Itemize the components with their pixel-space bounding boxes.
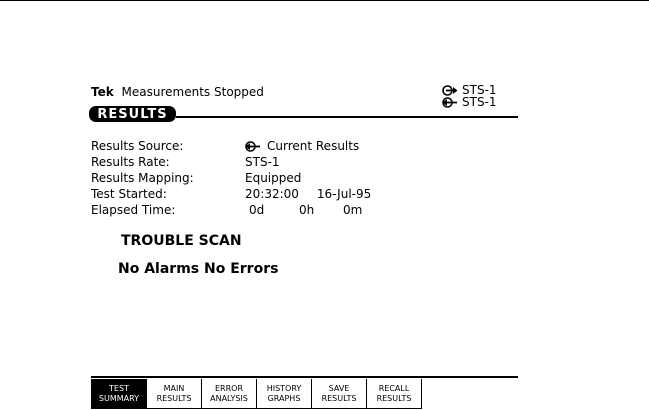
trouble-scan-message: No Alarms No Errors [118,261,279,277]
softkey-error-analysis[interactable] [202,379,257,409]
softkey-label-line1: ERROR [214,383,244,393]
softkey-label-line2: RESULTS [376,393,412,403]
field-label: Results Mapping: [91,171,194,185]
test-started-date: 16-Jul-95 [316,187,372,201]
status-message: Measurements Stopped [121,85,264,99]
softkey-label-line2: RESULTS [321,393,357,403]
softkey-label-line1: RECALL [378,383,410,393]
softkey-divider [91,376,518,378]
status-line [91,85,264,99]
port-label: STS-1 [462,95,497,109]
softkey-label-line1: SAVE [328,383,350,393]
softkey-label-line2: ANALYSIS [210,393,248,403]
port-indicator-rx [442,96,497,108]
trouble-scan-title: TROUBLE SCAN [121,233,242,249]
field-label: Test Started: [91,187,167,201]
softkey-save-results[interactable] [312,379,367,409]
top-border-line [0,0,649,1]
softkey-label-line1: TEST [109,383,129,393]
field-value [245,139,359,153]
title-divider [176,116,518,118]
elapsed-hours: 0h [299,203,315,217]
signal-in-arrow-icon [442,97,458,108]
softkey-history-graphs[interactable] [257,379,312,409]
field-label: Results Source: [91,139,184,153]
signal-out-arrow-icon [442,85,458,96]
elapsed-minutes: 0m [343,203,363,217]
softkey-label-line2: GRAPHS [267,393,301,403]
softkey-label-line1: HISTORY [266,383,302,393]
field-label: Elapsed Time: [91,203,176,217]
test-started-time: 20:32:00 [245,187,299,201]
results-screen-title: RESULTS [89,106,176,122]
results-mapping-value: Equipped [245,171,302,185]
softkey-label-line2: RESULTS [156,393,192,403]
port-indicators [442,84,497,108]
results-rate-value: STS-1 [245,155,280,169]
elapsed-time-value [245,203,362,217]
softkey-label-line2: SUMMARY [98,393,140,403]
field-label: Results Rate: [91,155,170,169]
softkey-recall-results[interactable] [367,379,422,409]
softkey-test-summary[interactable] [91,379,147,409]
softkey-main-results[interactable] [147,379,202,409]
brand-label: Tek [91,85,114,99]
softkey-bar [91,379,422,409]
results-source-value: Current Results [267,139,360,153]
port-label: STS-1 [462,83,497,97]
test-started-value [245,187,371,201]
softkey-label-line1: MAIN [163,383,185,393]
signal-in-arrow-icon [245,141,261,152]
elapsed-days: 0d [249,203,265,217]
